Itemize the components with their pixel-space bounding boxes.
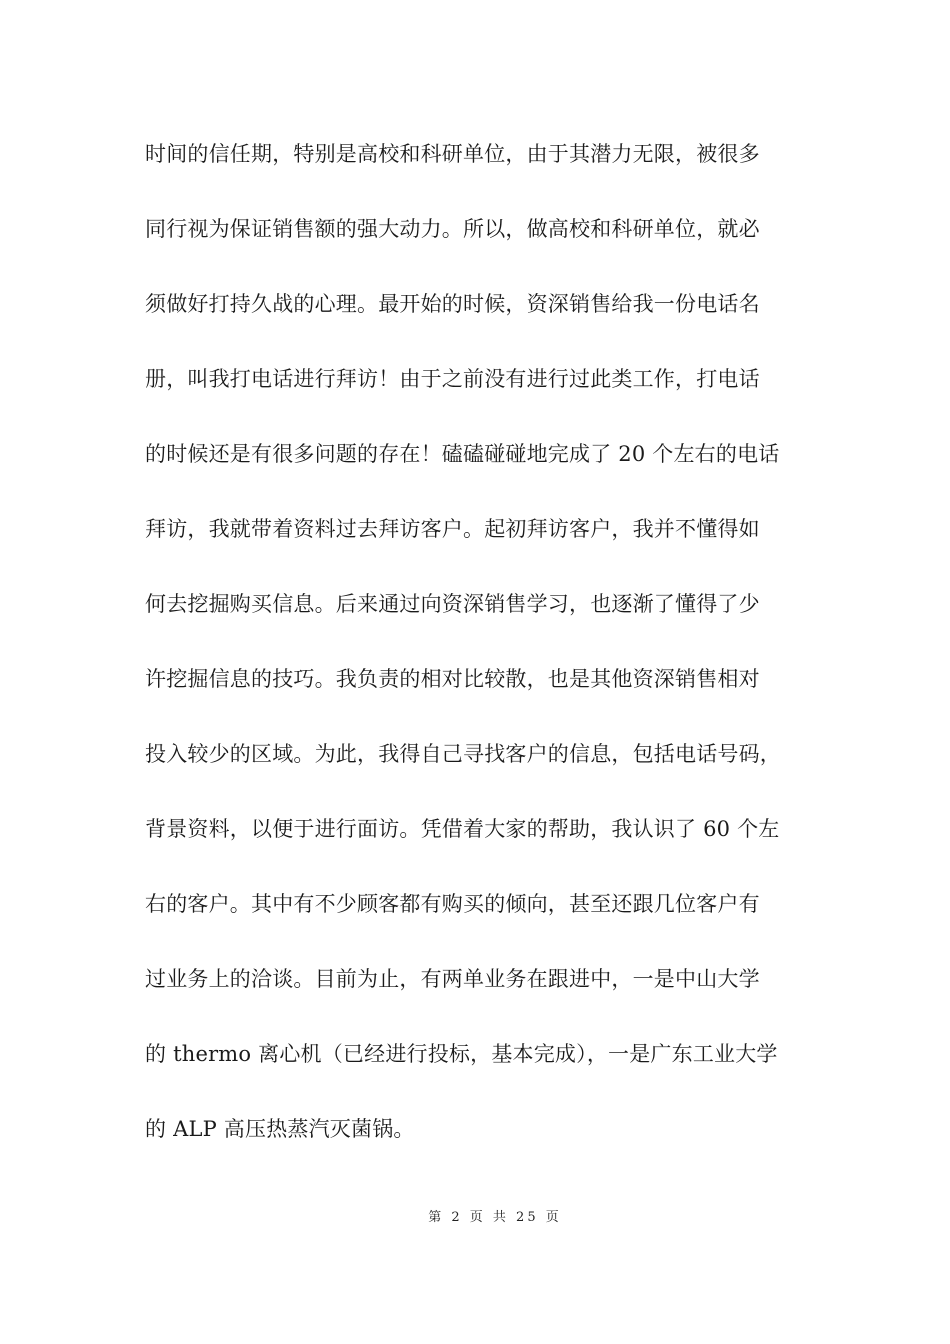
text-line: 同行视为保证销售额的强大动力。所以，做高校和科研单位，就必 <box>145 217 760 241</box>
text-line: 何去挖掘购买信息。后来通过向资深销售学习，也逐渐了懂得了少 <box>145 592 760 616</box>
body-paragraph <box>145 134 825 1184</box>
text-line: 时间的信任期，特别是高校和科研单位，由于其潜力无限，被很多 <box>145 142 760 166</box>
text-line: 许挖掘信息的技巧。我负责的相对比较散，也是其他资深销售相对 <box>145 667 760 691</box>
text-line: 背景资料，以便于进行面访。凭借着大家的帮助，我认识了 60 个左 <box>145 817 780 841</box>
text-line: 拜访，我就带着资料过去拜访客户。起初拜访客户，我并不懂得如 <box>145 517 760 541</box>
text-line: 须做好打持久战的心理。最开始的时候，资深销售给我一份电话名 <box>145 292 760 316</box>
text-line: 的时候还是有很多问题的存在！磕磕碰碰地完成了 20 个左右的电话 <box>145 442 780 466</box>
text-line: 册，叫我打电话进行拜访！由于之前没有进行过此类工作，打电话 <box>145 367 760 391</box>
text-line: 投入较少的区域。为此，我得自己寻找客户的信息，包括电话号码， <box>145 742 781 766</box>
text-line: 的 ALP 高压热蒸汽灭菌锅。 <box>145 1117 415 1141</box>
text-line: 右的客户。其中有不少顾客都有购买的倾向，甚至还跟几位客户有 <box>145 892 760 916</box>
text-line: 的 thermo 离心机（已经进行投标，基本完成），一是广东工业大学 <box>145 1042 778 1066</box>
text-line: 过业务上的洽谈。目前为止，有两单业务在跟进中，一是中山大学 <box>145 967 760 991</box>
page-number-footer: 第 2 页 共 25 页 <box>428 1210 562 1225</box>
